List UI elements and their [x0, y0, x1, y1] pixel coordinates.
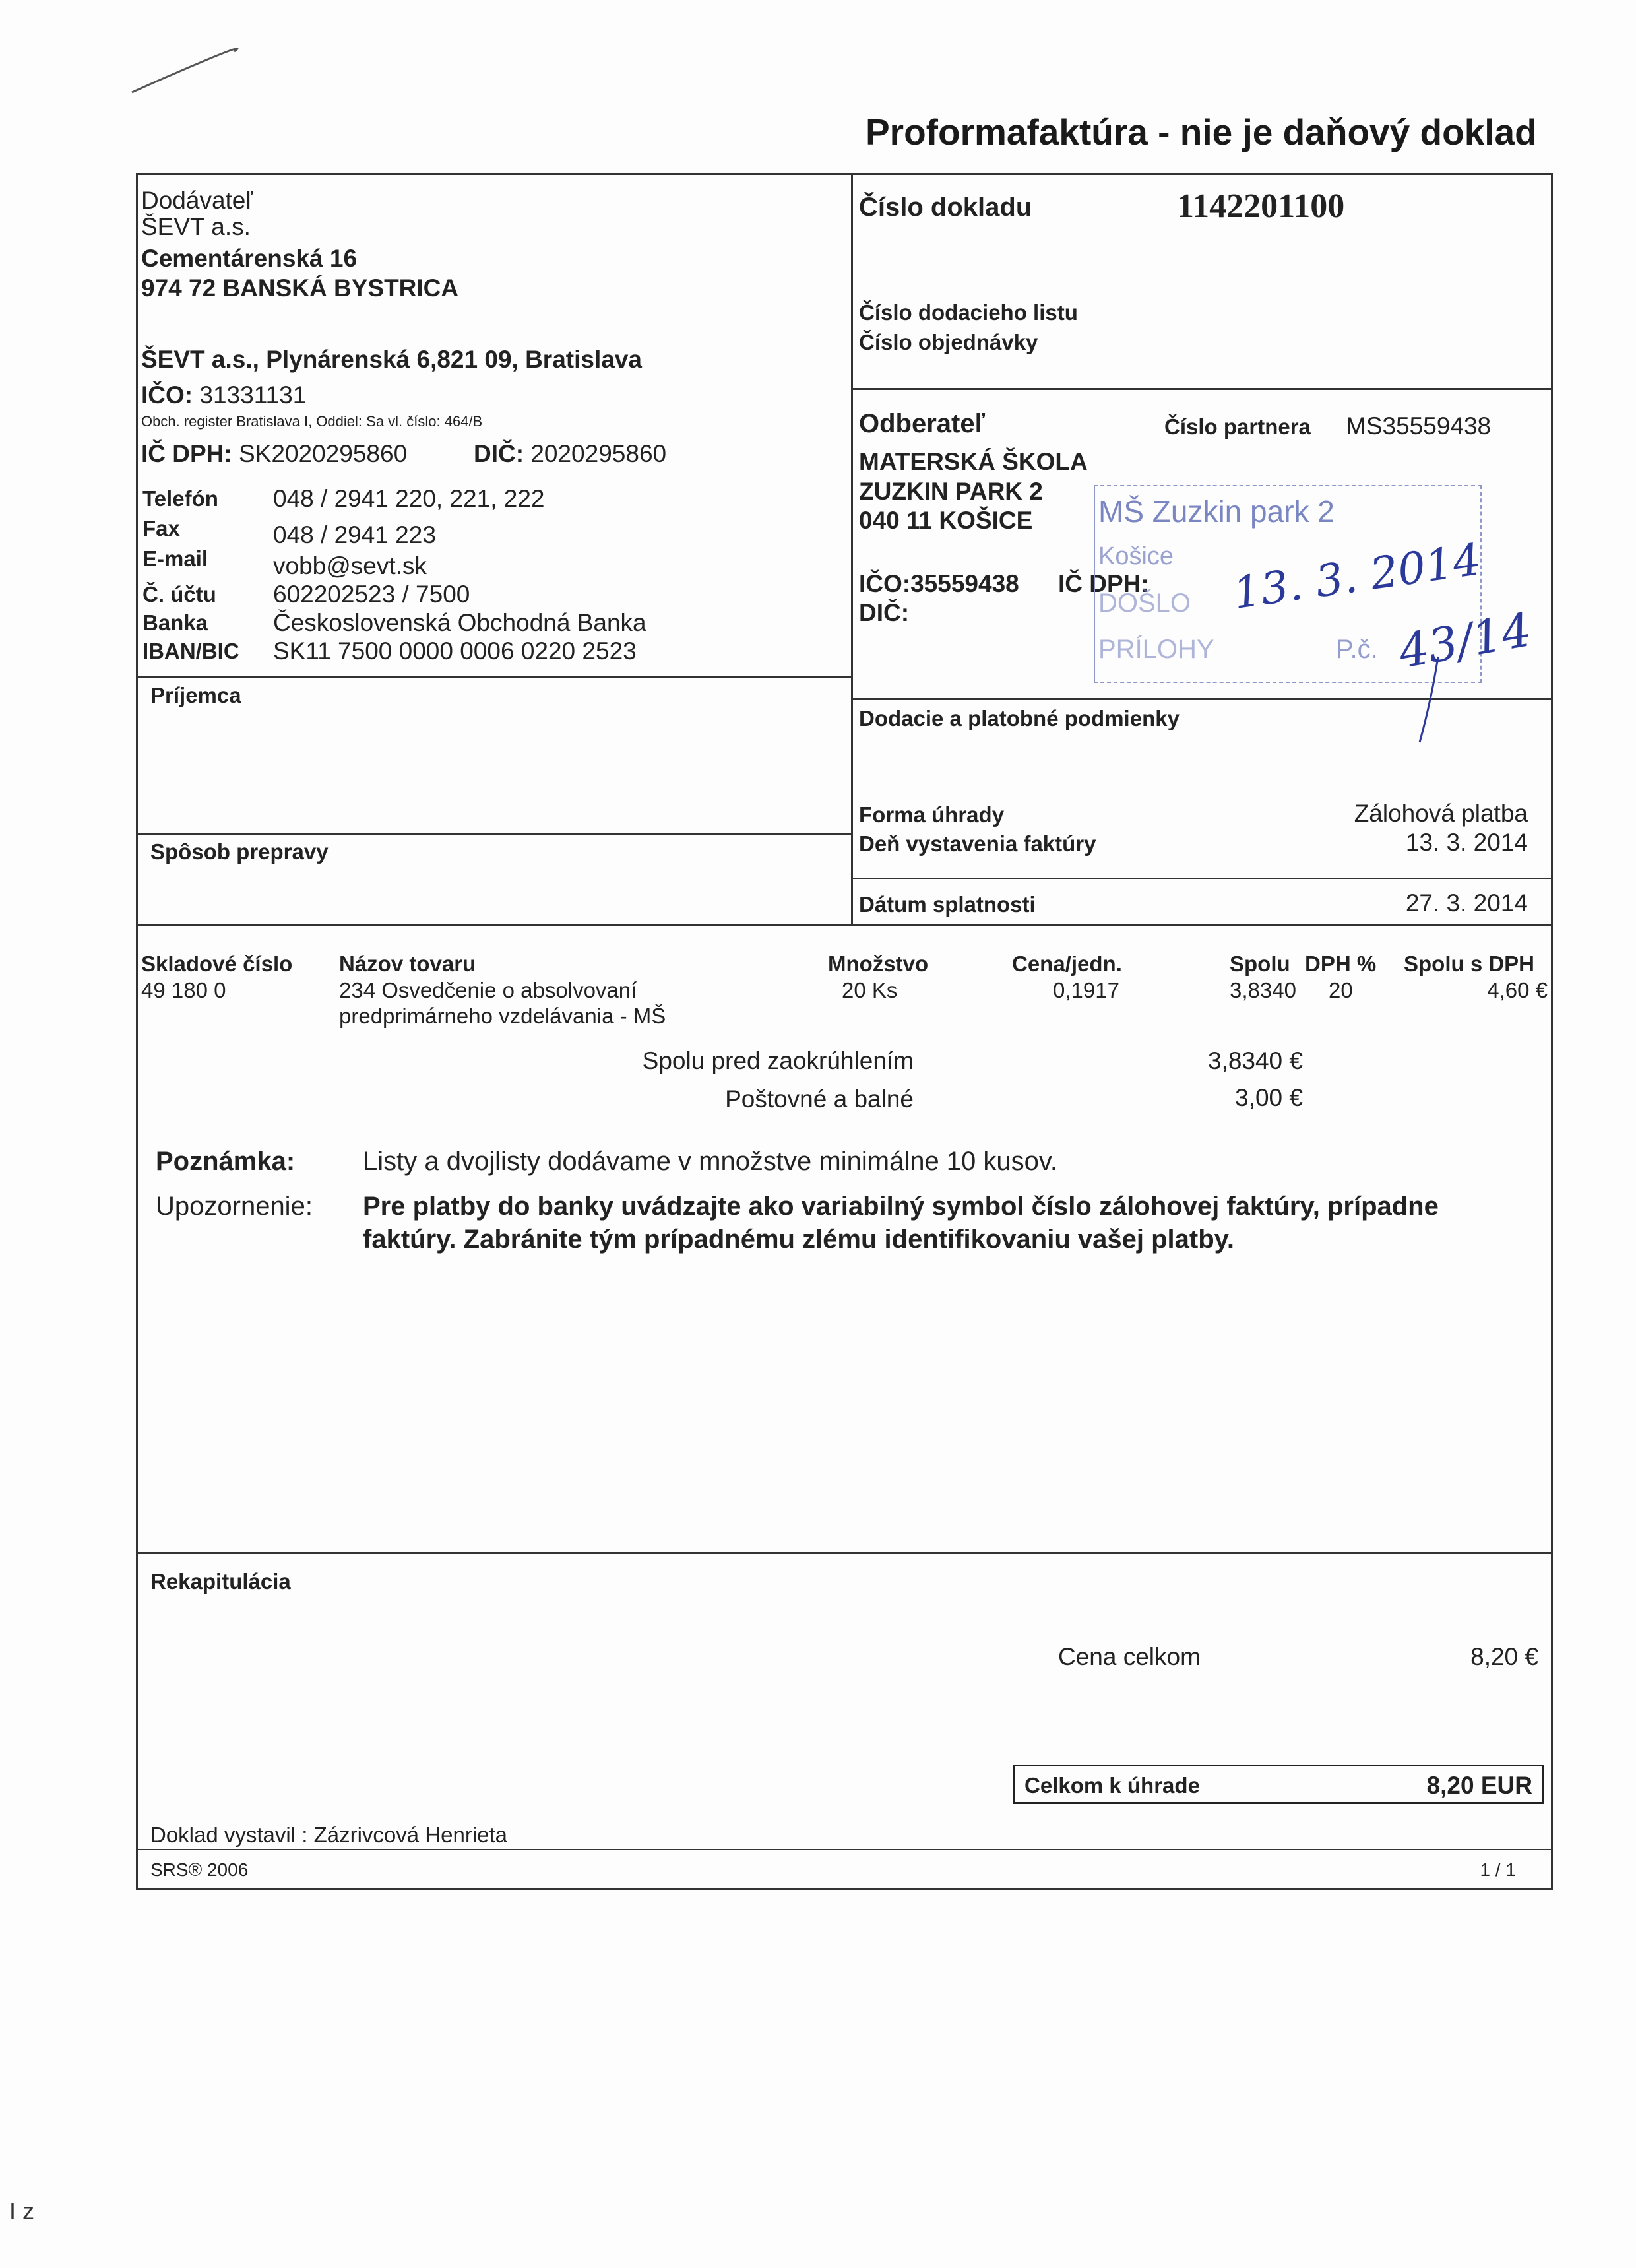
- customer-ico-label: IČO:: [859, 570, 911, 597]
- supplier-heading: Dodávateľ: [141, 187, 253, 214]
- price-total-value: 8,20 €: [1470, 1643, 1538, 1670]
- contact-value-account: 602202523 / 7500: [273, 581, 470, 608]
- item-name-line1: 234 Osvedčenie o absolvovaní: [339, 978, 637, 1002]
- supplier-ico-value: 31331131: [199, 381, 307, 408]
- supplier-dic-label: DIČ:: [474, 440, 524, 467]
- frame-left-line: [136, 173, 138, 1890]
- supplier-city: 974 72 BANSKÁ BYSTRICA: [141, 275, 459, 302]
- handwritten-received-date: 13. 3. 2014: [1230, 534, 1484, 619]
- item-vat: 20: [1329, 978, 1353, 1002]
- customer-icdph-label: IČ DPH:: [1058, 570, 1149, 597]
- recap-label: Rekapitulácia: [150, 1569, 291, 1594]
- footer-top-line: [136, 1849, 1553, 1850]
- col-vat: DPH %: [1305, 952, 1377, 976]
- transport-top-line: [136, 833, 853, 835]
- supplier-dic-value: 2020295860: [530, 440, 667, 467]
- handwritten-registry-number: 43/14: [1395, 602, 1536, 679]
- recap-top-line: [136, 1552, 1553, 1554]
- item-total-vat: 4,60 €: [1487, 978, 1548, 1002]
- contact-value-phone: 048 / 2941 220, 221, 222: [273, 485, 545, 512]
- doc-number: 1142201100: [1177, 187, 1345, 225]
- payment-form-value: Zálohová platba: [1354, 800, 1528, 827]
- due-date-label: Dátum splatnosti: [859, 892, 1036, 917]
- customer-dic-label: DIČ:: [859, 599, 910, 626]
- item-total: 3,8340: [1230, 978, 1296, 1002]
- supplier-street: Cementárenská 16: [141, 245, 358, 272]
- price-total-label: Cena celkom: [1058, 1643, 1201, 1670]
- supplier-name: ŠEVT a.s.: [141, 213, 251, 240]
- issued-by: Doklad vystavil : Zázrivcová Henrieta: [150, 1823, 508, 1847]
- amount-due-box: [1013, 1765, 1544, 1804]
- document-title: Proformafaktúra - nie je daňový doklad: [865, 112, 1537, 152]
- contact-label-iban: IBAN/BIC: [142, 639, 239, 663]
- items-top-line: [136, 924, 1553, 926]
- customer-city: 040 11 KOŠICE: [859, 507, 1033, 534]
- contact-label-bank: Banka: [142, 610, 208, 635]
- recipient-top-line: [136, 676, 853, 678]
- partner-number-label: Číslo partnera: [1164, 414, 1311, 439]
- contact-value-iban: SK11 7500 0000 0006 0220 2523: [273, 637, 637, 664]
- customer-ico: [859, 570, 1019, 598]
- stamp-city-line: Košice: [1098, 542, 1174, 570]
- col-sku: Skladové číslo: [141, 952, 293, 976]
- customer-ico-value: 35559438: [910, 570, 1019, 597]
- supplier-icdph-label: IČ DPH:: [141, 440, 232, 467]
- warning-line2: faktúry. Zabránite tým prípadnému zlému identifikovaniu vašej platby.: [363, 1225, 1235, 1254]
- warning-line1: Pre platby do banky uvádzajte ako variabilný symbol číslo zálohovej faktúry, prípadne: [363, 1192, 1439, 1221]
- doc-number-label: Číslo dokladu: [859, 193, 1032, 222]
- transport-label: Spôsob prepravy: [150, 839, 329, 864]
- supplier-branch: ŠEVT a.s., Plynárenská 6,821 09, Bratislava: [141, 346, 642, 373]
- frame-bottom-line: [136, 1888, 1553, 1890]
- supplier-dic: [474, 440, 666, 468]
- terms-heading: Dodacie a platobné podmienky: [859, 706, 1180, 730]
- stamp-received-label: DOŠLO: [1098, 589, 1191, 618]
- col-name: Názov tovaru: [339, 952, 476, 976]
- stamp-pc-label: P.č.: [1336, 635, 1378, 664]
- amount-due-value: 8,20 EUR: [1426, 1772, 1532, 1799]
- frame-right-line: [1551, 173, 1553, 1890]
- col-total: Spolu: [1230, 952, 1290, 976]
- customer-heading: Odberateľ: [859, 409, 986, 438]
- item-unit-price: 0,1917: [1053, 978, 1119, 1002]
- amount-due-label: Celkom k úhrade: [1024, 1773, 1200, 1798]
- supplier-icdph-value: SK2020295860: [239, 440, 408, 467]
- subtotal-value-postage: 3,00 €: [1235, 1084, 1303, 1111]
- contact-label-fax: Fax: [142, 516, 180, 540]
- contact-value-fax: 048 / 2941 223: [273, 521, 436, 548]
- due-date-top-line: [851, 878, 1553, 879]
- supplier-register: Obch. register Bratislava I, Oddiel: Sa vl. číslo: 464/B: [141, 413, 483, 430]
- issue-date-value: 13. 3. 2014: [1405, 829, 1528, 856]
- item-qty: 20 Ks: [842, 978, 898, 1002]
- payment-form-label: Forma úhrady: [859, 802, 1005, 827]
- col-unit-price: Cena/jedn.: [1012, 952, 1122, 976]
- contact-label-account: Č. účtu: [142, 582, 216, 606]
- supplier-ico: [141, 381, 306, 409]
- issue-date-label: Deň vystavenia faktúry: [859, 831, 1096, 856]
- customer-street: ZUZKIN PARK 2: [859, 478, 1043, 505]
- customer-name: MATERSKÁ ŠKOLA: [859, 448, 1088, 475]
- note-text: Listy a dvojlisty dodávame v množstve minimálne 10 kusov.: [363, 1147, 1058, 1176]
- subtotal-value-rounding: 3,8340 €: [1207, 1047, 1303, 1074]
- recipient-label: Príjemca: [150, 683, 241, 707]
- contact-label-email: E-mail: [142, 546, 208, 571]
- subtotal-label-rounding: Spolu pred zaokrúhlením: [642, 1047, 914, 1074]
- col-qty: Množstvo: [828, 952, 929, 976]
- subtotal-label-postage: Poštovné a balné: [725, 1085, 914, 1113]
- item-sku: 49 180 0: [141, 978, 226, 1002]
- contact-label-phone: Telefón: [142, 486, 218, 511]
- due-date-value: 27. 3. 2014: [1405, 890, 1528, 917]
- header-middle-divider: [851, 173, 853, 925]
- contact-value-bank: Československá Obchodná Banka: [273, 609, 646, 636]
- note-label: Poznámka:: [156, 1147, 296, 1176]
- col-total-vat: Spolu s DPH: [1404, 952, 1535, 976]
- margin-mark: I z: [9, 2197, 35, 2224]
- supplier-ico-label: IČO:: [141, 381, 193, 408]
- footer-software: SRS® 2006: [150, 1860, 249, 1880]
- footer-page-number: 1 / 1: [1480, 1860, 1516, 1880]
- order-number-label: Číslo objednávky: [859, 330, 1038, 354]
- supplier-icdph: [141, 440, 407, 468]
- item-name-line2: predprimárneho vzdelávania - MŠ: [339, 1004, 666, 1028]
- pen-scribble-mark: [129, 46, 241, 99]
- delivery-note-label: Číslo dodacieho listu: [859, 300, 1078, 325]
- partner-number: MS35559438: [1346, 412, 1492, 439]
- warning-label: Upozornenie:: [156, 1192, 313, 1221]
- handwritten-stroke: [1412, 653, 1451, 746]
- contact-value-email: vobb@sevt.sk: [273, 552, 427, 579]
- stamp-attachments-label: PRÍLOHY: [1098, 635, 1214, 664]
- customer-top-line: [851, 388, 1553, 390]
- stamp-school-line: MŠ Zuzkin park 2: [1098, 494, 1335, 529]
- frame-top-line: [136, 173, 1553, 175]
